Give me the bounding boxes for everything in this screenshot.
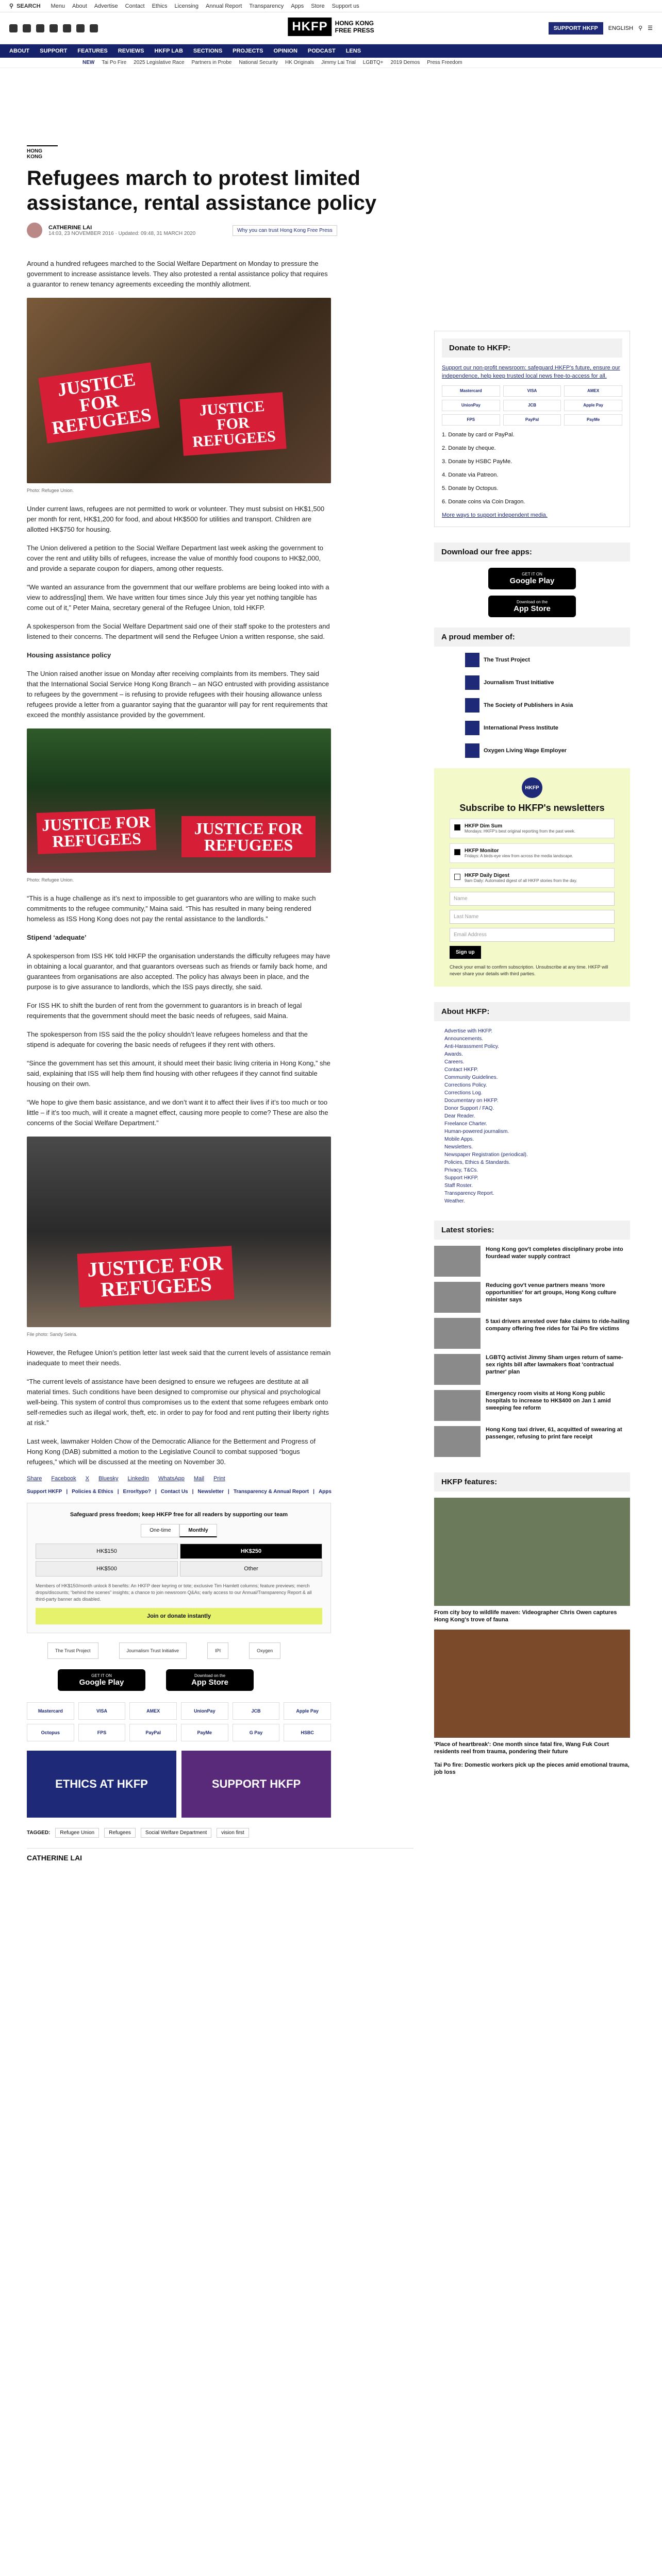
tags-label: TAGGED: xyxy=(27,1830,51,1836)
features-list xyxy=(434,1498,630,1776)
about-link[interactable]: Transparency Report. xyxy=(444,1191,494,1196)
article-photo xyxy=(27,728,331,873)
about-link[interactable]: Careers. xyxy=(444,1059,465,1065)
card-logo: FPS xyxy=(442,414,500,426)
paragraph: However, the Refugee Union’s petition letter last week said that the current levels of assistance remain inadequate to meet their needs. xyxy=(27,1349,331,1367)
subnav-item[interactable]: 2025 Legislative Race xyxy=(134,60,185,65)
story-item[interactable]: Hong Kong gov't completes disciplinary probe into fourdead water supply contract xyxy=(434,1246,630,1277)
article-photo xyxy=(27,1137,331,1327)
utility-link[interactable]: Licensing xyxy=(174,3,199,9)
monthly-tab[interactable]: Monthly xyxy=(179,1524,217,1537)
payment-logo: UnionPay xyxy=(181,1702,228,1720)
donate-intro[interactable]: Support our non-profit newsroom: safeguard HKFP's future, ensure our independence, help keep trusted local news free-to-access for all. xyxy=(442,365,620,379)
about-link[interactable]: Mobile Apps. xyxy=(444,1137,474,1142)
about-link[interactable]: Staff Roster. xyxy=(444,1183,473,1189)
donate-method[interactable]: 2. Donate by cheque. xyxy=(442,445,496,451)
app-store-badges xyxy=(27,1669,413,1691)
newsletter-option[interactable]: HKFP Dim Sum Mondays: HKFP's best original reporting from the past week. xyxy=(450,819,615,838)
tag-chip[interactable]: vision first xyxy=(217,1828,249,1838)
story-item[interactable]: Hong Kong taxi driver, 61, acquitted of swearing at passenger, refusing to print fare receipt xyxy=(434,1426,630,1457)
top-utility-bar xyxy=(0,0,662,12)
member-logo[interactable]: Oxygen Living Wage Employer xyxy=(465,743,630,758)
about-link[interactable]: Anti-Harassment Policy. xyxy=(444,1044,499,1049)
subheading: Stipend ‘adequate’ xyxy=(27,934,87,941)
subnav-item[interactable]: HK Originals xyxy=(285,60,315,65)
name-input[interactable]: Name xyxy=(450,892,615,906)
paragraph: “This is a huge challenge as it’s next to impossible to get guarantors who are willing to make such commitments to the refugee community,” Maina said. “This has resulted in many being rendered homeless as ISS Hong Kong does not pay the rental assistance to the landlords.” xyxy=(27,894,316,923)
site-header xyxy=(0,12,662,44)
utility-link[interactable]: About xyxy=(72,3,87,9)
author-name[interactable]: CATHERINE LAI xyxy=(48,224,92,231)
about-link[interactable]: Announcements. xyxy=(444,1036,484,1042)
sidebar-heading: Download our free apps: xyxy=(434,543,630,562)
protest-banner: JUSTICE FOR REFUGEES xyxy=(37,809,157,854)
share-link[interactable]: X xyxy=(85,1476,90,1482)
menu-icon[interactable]: ☰ xyxy=(648,25,653,31)
one-time-tab[interactable]: One-time xyxy=(141,1524,179,1537)
protest-banner: JUSTICE FOR REFUGEES xyxy=(38,362,160,443)
member-logo[interactable]: The Society of Publishers in Asia xyxy=(465,698,630,713)
footer-link[interactable]: Apps xyxy=(318,1489,332,1495)
footer-link[interactable]: Policies & Ethics xyxy=(72,1489,113,1495)
nav-item[interactable]: LENS xyxy=(345,48,361,54)
share-link[interactable]: LinkedIn xyxy=(127,1476,150,1482)
about-link[interactable]: Advertise with HKFP. xyxy=(444,1028,493,1034)
subnav-item[interactable]: Partners in Probe xyxy=(191,60,232,65)
protest-banner: JUSTICE FOR REFUGEES xyxy=(181,816,316,857)
payment-logo: JCB xyxy=(233,1702,280,1720)
paragraph: A spokesperson from the Social Welfare Department said one of their staff spoke to the protesters and listened to their concerns. The department will send the Refugee Union a written response, she said. xyxy=(27,622,330,640)
about-link[interactable]: Freelance Charter. xyxy=(444,1121,487,1127)
photo-caption: Photo: Refugee Union. xyxy=(27,488,74,493)
living-wage-icon xyxy=(465,743,479,758)
amount-options xyxy=(36,1544,322,1577)
payment-logo: AMEX xyxy=(129,1702,177,1720)
card-logo: Mastercard xyxy=(442,385,500,397)
sidebar xyxy=(434,68,630,1862)
card-logo: UnionPay xyxy=(442,400,500,411)
jti-icon xyxy=(465,675,479,690)
story-item[interactable]: Emergency room visits at Hong Kong public hospitals to increase to HK$400 on Jan 1 amid sweeping fee reform xyxy=(434,1390,630,1421)
share-link[interactable]: Print xyxy=(213,1476,225,1482)
payment-logo: Apple Pay xyxy=(284,1702,331,1720)
payment-logo: PayMe xyxy=(181,1724,228,1741)
about-link[interactable]: Policies, Ethics & Standards. xyxy=(444,1160,510,1165)
utility-links xyxy=(51,3,359,9)
new-label: NEW xyxy=(82,60,95,65)
about-link[interactable]: Awards. xyxy=(444,1052,463,1057)
share-link[interactable]: Facebook xyxy=(51,1476,76,1482)
utility-link[interactable]: Store xyxy=(311,3,325,9)
promo-banners xyxy=(27,1751,413,1818)
feature-image xyxy=(434,1498,630,1606)
logo-box: HKFP xyxy=(288,18,332,36)
paragraph: Around a hundred refugees marched to the Social Welfare Department on Monday to pressure the government to increase assistance levels. They also protested a rental assistance policy that requires a guarantor to renew tenancy agreements exceeding the monthly allotment. xyxy=(27,260,328,288)
story-item[interactable]: LGBTQ activist Jimmy Sham urges return of same-sex rights bill after lawmakers float 'contractual partner' plan xyxy=(434,1354,630,1385)
footer-links: Support HKFP | Policies & Ethics | Error/typo? | Contact Us | Newsletter | Transparency & Annual Report | Apps xyxy=(27,1489,332,1495)
donate-panel xyxy=(434,331,630,527)
about-link[interactable]: Corrections Log. xyxy=(444,1090,483,1096)
donate-method[interactable]: 4. Donate via Patreon. xyxy=(442,472,499,478)
x-icon[interactable] xyxy=(23,24,31,32)
membership-note: Members of HK$150/month unlock 8 benefits: An HKFP deer keyring or tote; exclusive Tim Hamlett columns; feature previews; merch drops/discounts; “behind the scenes” insights; a chance to join newsroom Q&As; early access to our Annual/Transparency Report & all third-party banner ads disabled. xyxy=(36,1583,312,1602)
donate-method[interactable]: 6. Donate coins via Coin Dragon. xyxy=(442,499,525,505)
share-link[interactable]: Mail xyxy=(193,1476,205,1482)
sidebar-heading: Latest stories: xyxy=(434,1221,630,1240)
about-link[interactable]: Documentary on HKFP. xyxy=(444,1098,499,1104)
email-input[interactable]: Email Address xyxy=(450,928,615,942)
amount-option[interactable]: Other xyxy=(180,1561,322,1577)
checkbox[interactable] xyxy=(454,874,460,880)
utility-link[interactable]: Support us xyxy=(332,3,359,9)
card-logo: Apple Pay xyxy=(564,400,622,411)
section-label[interactable]: HONG KONG xyxy=(27,145,58,160)
card-logo: PayMe xyxy=(564,414,622,426)
payment-logo: G Pay xyxy=(233,1724,280,1741)
about-link[interactable]: Contact HKFP. xyxy=(444,1067,478,1073)
member-logo[interactable]: The Trust Project xyxy=(465,653,630,667)
payment-logo: HSBC xyxy=(284,1724,331,1741)
logo-text: HONG KONG FREE PRESS xyxy=(335,20,374,34)
language-switch[interactable]: ENGLISH xyxy=(608,25,634,31)
protest-banner: JUSTICE FOR REFUGEES xyxy=(179,392,286,456)
sidebar-heading: A proud member of: xyxy=(434,628,630,647)
amount-option-selected[interactable]: HK$250 xyxy=(180,1544,322,1559)
nav-item[interactable]: HKFP LAB xyxy=(154,48,183,54)
story-item[interactable]: 5 taxi drivers arrested over fake claims to ride-hailing company offering free rides for Tai Po fire victims xyxy=(434,1318,630,1349)
nav-item[interactable]: FEATURES xyxy=(77,48,108,54)
donate-method[interactable]: 3. Donate by HSBC PayMe. xyxy=(442,459,512,465)
threads-icon[interactable] xyxy=(49,24,58,32)
paragraph: “We wanted an assurance from the government that our welfare problems are being looked into with a view to address[ing] them. We have written four times since July this year yet nothing tangible has come out of it,” Peter Maina, secretary general of the Refugee Union, told HKFP. xyxy=(27,583,329,612)
paragraph: For ISS HK to shift the burden of rent from the government to guarantors is in breach of legal requirements that the government should meet the basic needs of refugees, said Maina. xyxy=(27,1002,302,1020)
card-logo: PayPal xyxy=(503,414,561,426)
card-logo: VISA xyxy=(503,385,561,397)
hkfp-badge: HKFP xyxy=(522,777,542,798)
checkbox-checked[interactable] xyxy=(454,824,460,831)
trust-link[interactable]: Why you can trust Hong Kong Free Press xyxy=(233,225,337,236)
article-photo xyxy=(27,298,331,483)
paragraph: “Since the government has set this amount, it should meet their basic living criteria in Hong Kong,” she said, explaining that ISS will help them find housing with other refugees if they cannot find suitable housing on their own. xyxy=(27,1059,330,1088)
paragraph: The spokesperson from ISS said the the policy shouldn’t leave refugees homeless and that the stipend is adequate for covering the basic needs of refugees if they rent with others. xyxy=(27,1030,308,1048)
feature-item[interactable]: Tai Po fire: Domestic workers pick up the pieces amid emotional trauma, job loss xyxy=(434,1762,630,1775)
tag-chip[interactable]: Refugees xyxy=(104,1828,136,1838)
tag-chip[interactable]: Refugee Union xyxy=(55,1828,99,1838)
share-link[interactable]: Bluesky xyxy=(98,1476,119,1482)
story-thumbnail xyxy=(434,1390,481,1421)
last-name-input[interactable]: Last Name xyxy=(450,910,615,924)
about-link[interactable]: Weather. xyxy=(444,1198,465,1204)
footer-link[interactable]: Transparency & Annual Report xyxy=(233,1489,309,1495)
ethics-promo[interactable]: ETHICS AT HKFP xyxy=(27,1751,176,1818)
about-link[interactable]: Support HKFP. xyxy=(444,1175,478,1181)
newsletter-option[interactable]: HKFP Monitor Fridays: A birds-eye view from across the media landscape. xyxy=(450,843,615,863)
story-item[interactable]: Reducing gov't venue partners means 'more opportunities' for art groups, Hong Kong culture minister says xyxy=(434,1282,630,1313)
payment-methods xyxy=(27,1702,331,1741)
subnav-item[interactable]: Tai Po Fire xyxy=(102,60,127,65)
donate-widget-title: Safeguard press freedom; keep HKFP free for all readers by supporting our team xyxy=(70,1512,288,1518)
trust-project-icon xyxy=(465,653,479,667)
about-link[interactable]: Newsletters. xyxy=(444,1144,473,1150)
about-link[interactable]: Dear Reader. xyxy=(444,1113,475,1119)
member-logos xyxy=(434,653,630,758)
utility-link[interactable]: Transparency xyxy=(249,3,284,9)
header-actions xyxy=(549,22,653,35)
partner-logo[interactable]: Oxygen xyxy=(249,1642,280,1659)
paragraph: “The current levels of assistance have been designed to ensure we refugees are destitute at all material times. Such conditions have been designed to compromise our physical and psychological well-being. This system of control thus compromises us to the extent that some refugees embark onto self-remedies such as illegal work, theft, etc. in order to pay for food and rent putting their liberty rights at risk.” xyxy=(27,1378,329,1427)
app-store-badge[interactable]: Download on the App Store xyxy=(166,1669,254,1691)
newsletter-option[interactable]: HKFP Daily Digest 9am Daily: Automated digest of all HKFP stories from the day. xyxy=(450,868,615,888)
subheading: Housing assistance policy xyxy=(27,651,111,659)
story-thumbnail xyxy=(434,1318,481,1349)
share-link[interactable]: WhatsApp xyxy=(158,1476,185,1482)
tag-chip[interactable]: Social Welfare Department xyxy=(141,1828,211,1838)
utility-link[interactable]: Menu xyxy=(51,3,65,9)
support-promo[interactable]: SUPPORT HKFP xyxy=(181,1751,331,1818)
payment-logo: FPS xyxy=(78,1724,126,1741)
social-icons xyxy=(9,24,98,32)
card-logos xyxy=(442,385,622,426)
latest-stories xyxy=(434,1246,630,1457)
utility-link[interactable]: Annual Report xyxy=(206,3,242,9)
about-link[interactable]: Corrections Policy. xyxy=(444,1082,487,1088)
subnav-item[interactable]: National Security xyxy=(239,60,278,65)
share-link[interactable]: Share xyxy=(27,1476,42,1482)
photo-caption: Photo: Refugee Union. xyxy=(27,877,74,883)
paragraph: Last week, lawmaker Holden Chow of the Democratic Alliance for the Betterment and Progress of Hong Kong (DAB) submitted a motion to the Legislative Council to combat supposed “bogus refugees,” which will be discussed at the meeting on November 30. xyxy=(27,1437,316,1466)
instagram-icon[interactable] xyxy=(36,24,44,32)
linkedin-icon[interactable] xyxy=(90,24,98,32)
about-link[interactable]: Community Guidelines. xyxy=(444,1075,498,1080)
partner-logo[interactable]: IPI xyxy=(207,1642,228,1659)
share-bar xyxy=(27,1476,413,1482)
page-layout xyxy=(0,68,662,1862)
site-logo[interactable] xyxy=(288,18,374,36)
sidebar-heading: HKFP features: xyxy=(434,1472,630,1492)
sidebar-heading: About HKFP: xyxy=(434,1002,630,1021)
donate-method[interactable]: 1. Donate by card or PayPal. xyxy=(442,432,515,438)
google-play-badge[interactable]: GET IT ON Google Play xyxy=(488,568,576,589)
bluesky-icon[interactable] xyxy=(76,24,85,32)
search-icon: ⚲ xyxy=(9,3,14,9)
sidebar-app-badges xyxy=(434,568,630,617)
utility-link[interactable]: Apps xyxy=(291,3,304,9)
footer-link[interactable]: Contact Us xyxy=(160,1489,188,1495)
payment-logo: VISA xyxy=(78,1702,126,1720)
nav-item[interactable]: SECTIONS xyxy=(193,48,223,54)
newsletter-title: Subscribe to HKFP's newsletters xyxy=(459,803,605,813)
about-link[interactable]: Human-powered journalism. xyxy=(444,1129,509,1134)
payment-logo: Octopus xyxy=(27,1724,74,1741)
byline xyxy=(27,223,413,238)
utility-link[interactable]: Contact xyxy=(125,3,145,9)
utility-link[interactable]: Ethics xyxy=(152,3,168,9)
feature-image xyxy=(434,1630,630,1738)
nav-item[interactable]: PODCAST xyxy=(307,48,336,54)
search-icon[interactable]: ⚲ xyxy=(638,25,643,31)
story-thumbnail xyxy=(434,1426,481,1457)
facebook-icon[interactable] xyxy=(9,24,18,32)
feature-item[interactable]: From city boy to wildlife maven: Videographer Chris Owen captures Hong Kong's trove of fauna xyxy=(434,1498,630,1623)
feature-item[interactable]: 'Place of heartbreak': One month since fatal fire, Wang Fuk Court residents reel from trauma, pondering their future xyxy=(434,1630,630,1755)
card-logo: AMEX xyxy=(564,385,622,397)
frequency-toggle xyxy=(36,1524,322,1537)
payment-logo: Mastercard xyxy=(27,1702,74,1720)
newsletter-signup xyxy=(434,768,630,987)
subnav-item[interactable]: Press Freedom xyxy=(427,60,462,65)
join-donate-button[interactable]: Join or donate instantly xyxy=(36,1608,322,1624)
footer-link[interactable]: Newsletter xyxy=(197,1489,224,1495)
ipi-icon xyxy=(465,721,479,735)
donate-method[interactable]: 5. Donate by Octopus. xyxy=(442,485,499,492)
search-toggle[interactable]: ⚲ SEARCH xyxy=(9,3,41,9)
tag-list xyxy=(27,1828,413,1838)
subnav-item[interactable]: Jimmy Lai Trial xyxy=(321,60,356,65)
paragraph: “We hope to give them basic assistance, and we don’t want it to affect their lives if it’s too much or too little – if it’s too much, will it create a magnet effect, causing more people to come? These are also the concerns of the Social Welfare Department.” xyxy=(27,1098,328,1127)
member-logo[interactable]: Journalism Trust Initiative xyxy=(465,675,630,690)
partner-logo[interactable]: The Trust Project xyxy=(47,1642,98,1659)
sopa-icon xyxy=(465,698,479,713)
sub-nav xyxy=(0,58,662,68)
member-logo[interactable]: International Press Institute xyxy=(465,721,630,735)
article-column xyxy=(27,68,413,1862)
paragraph: The Union raised another issue on Monday after receiving complaints from its members. They said that the International Social Service Hong Kong Branch – an NGO entrusted with providing assistance to refugees by the government – is refusing to provide refugees with their housing allowance unless refugees provide a letter from a guarantor saying that the guarantor will pay for rent requirements that exceed the monthly assistance provided by the government. xyxy=(27,670,329,719)
author-avatar xyxy=(27,223,42,238)
checkbox-checked[interactable] xyxy=(454,849,460,855)
amount-option[interactable]: HK$500 xyxy=(36,1561,178,1577)
about-link[interactable]: Privacy, T&Cs. xyxy=(444,1167,478,1173)
utility-link[interactable]: Advertise xyxy=(94,3,118,9)
paragraph: A spokesperson from ISS HK told HKFP the organisation understands the difficulty refugees may have in obtaining a local guarantor, and that guarantors overseas such as friends or family back home, and guarantees from organisations are also accepted. The policy has always been in place, and the purpose is to give assurance to landlords, which the ISS pays directly, she said. xyxy=(27,952,330,991)
support-hkfp-button[interactable]: SUPPORT HKFP xyxy=(549,22,603,35)
subnav-item[interactable]: LGBTQ+ xyxy=(362,60,384,65)
publish-date: 14:03, 23 NOVEMBER 2016 · Updated: 09:48, 31 MARCH 2020 xyxy=(48,230,196,236)
partner-logo[interactable]: Journalism Trust Initiative xyxy=(119,1642,187,1659)
payment-logo: PayPal xyxy=(129,1724,177,1741)
article-headline: Refugees march to protest limited assistance, rental assistance policy xyxy=(27,167,377,214)
youtube-icon[interactable] xyxy=(63,24,71,32)
paragraph: Under current laws, refugees are not permitted to work or volunteer. They must subsist on HK$1,500 per month for rent, HK$1,200 for food, and about HK$500 for utilities and transport. Children are allotted HK$750 for housing. xyxy=(27,505,325,533)
about-link[interactable]: Donor Support / FAQ. xyxy=(444,1106,494,1111)
footer-link[interactable]: Support HKFP xyxy=(27,1489,62,1495)
nav-item[interactable]: PROJECTS xyxy=(233,48,263,54)
app-store-badge[interactable]: Download on the App Store xyxy=(488,596,576,617)
footer-link[interactable]: Error/typo? xyxy=(123,1489,151,1495)
subnav-item[interactable]: 2019 Demos xyxy=(390,60,420,65)
paragraph: The Union delivered a petition to the Social Welfare Department last week asking the government to cover the rent and utility bills of refugees, increase the value of monthly food coupons to HK$2,000, and provide a separate coupon for diapers, among other requests. xyxy=(27,544,323,572)
partner-logos xyxy=(27,1642,413,1659)
article-body xyxy=(27,259,331,1467)
card-logo: JCB xyxy=(503,400,561,411)
nav-item[interactable]: REVIEWS xyxy=(118,48,144,54)
about-list xyxy=(434,1027,630,1205)
nav-item[interactable]: SUPPORT xyxy=(40,48,68,54)
donate-widget xyxy=(27,1503,331,1633)
story-thumbnail xyxy=(434,1354,481,1385)
sidebar-heading: Donate to HKFP: xyxy=(442,338,622,358)
protest-banner: JUSTICE FOR REFUGEES xyxy=(77,1246,234,1308)
main-nav xyxy=(0,44,662,58)
newsletter-note: Check your email to confirm subscription. Unsubscribe at any time. HKFP will never share your details with third parties. xyxy=(450,964,608,976)
author-footer[interactable]: CATHERINE LAI xyxy=(27,1848,413,1862)
story-thumbnail xyxy=(434,1246,481,1277)
more-ways-link[interactable]: More ways to support independent media. xyxy=(442,512,548,518)
google-play-badge[interactable]: GET IT ON Google Play xyxy=(58,1669,145,1691)
nav-item[interactable]: ABOUT xyxy=(9,48,30,54)
nav-item[interactable]: OPINION xyxy=(273,48,297,54)
photo-caption: File photo: Sandy Seiria. xyxy=(27,1332,78,1337)
about-link[interactable]: Newspaper Registration (periodical). xyxy=(444,1152,528,1158)
amount-option[interactable]: HK$150 xyxy=(36,1544,178,1559)
signup-button[interactable]: Sign up xyxy=(450,946,481,959)
story-thumbnail xyxy=(434,1282,481,1313)
